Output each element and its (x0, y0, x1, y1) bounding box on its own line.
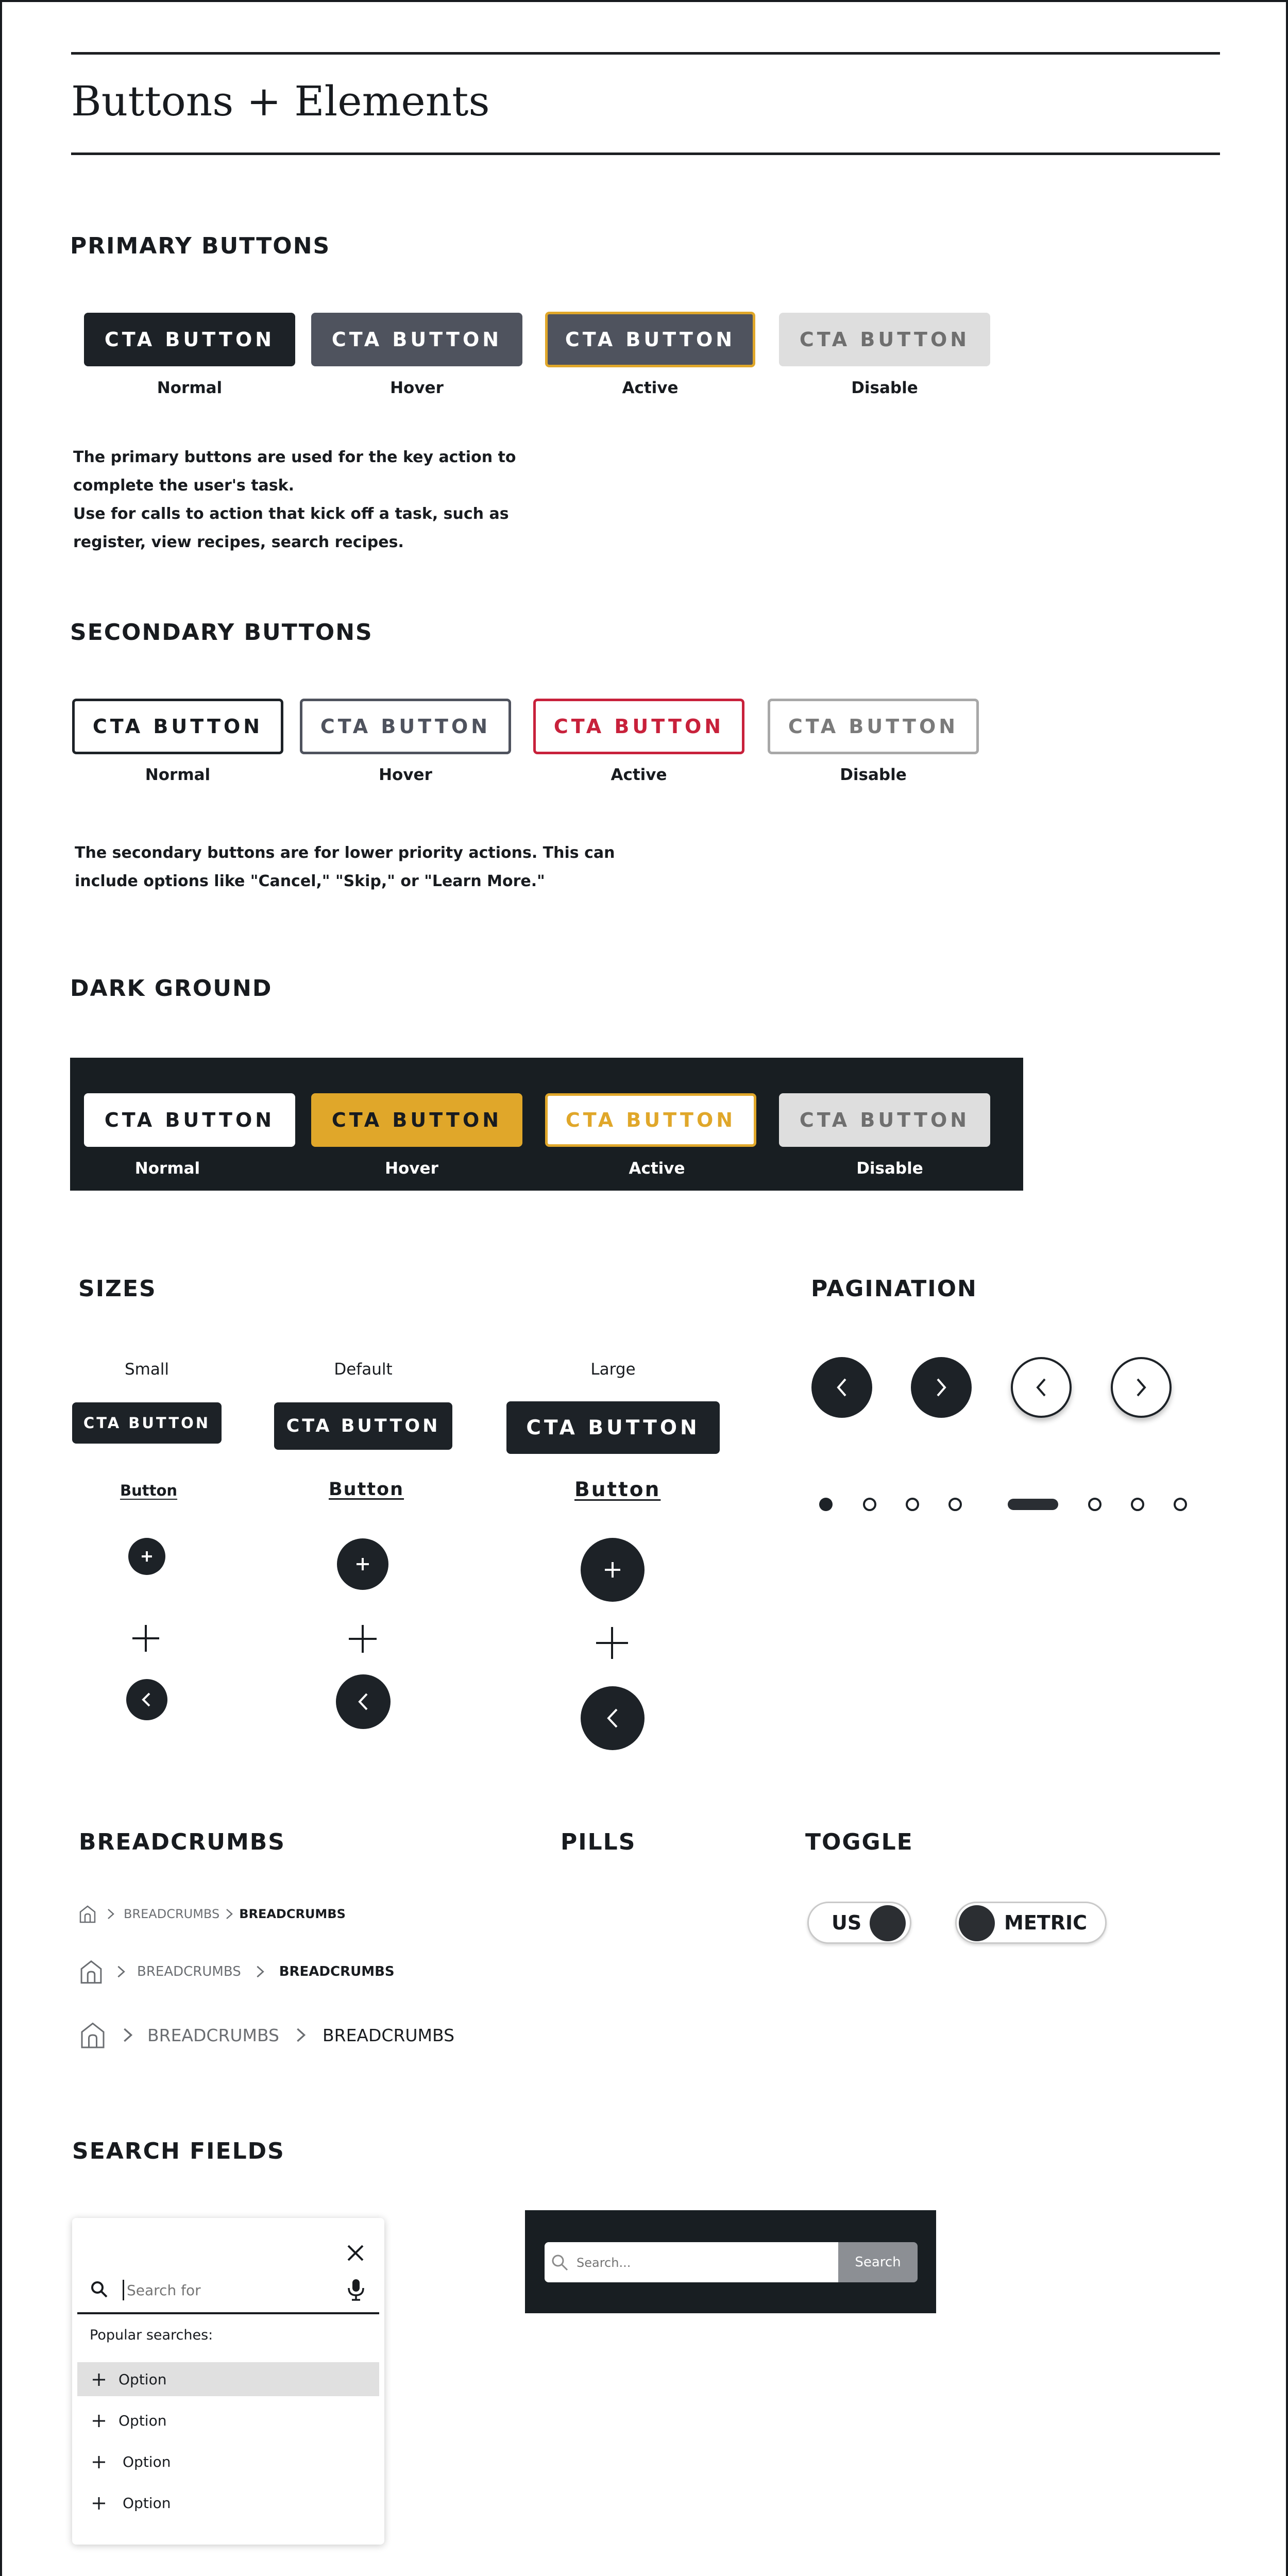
dark-button-hover[interactable]: CTA BUTTON (311, 1093, 522, 1147)
small-add-icon-button[interactable] (128, 1538, 165, 1575)
chevron-right-icon (222, 1906, 237, 1922)
breadcrumb-current: BREADCRUMBS (323, 2025, 455, 2045)
secondary-button-disable: CTA BUTTON (768, 699, 979, 754)
small-plus-icon[interactable] (131, 1624, 160, 1653)
search-heading: SEARCH FIELDS (72, 2138, 285, 2164)
sizes-heading: SIZES (78, 1276, 157, 1302)
breadcrumb-link[interactable]: BREADCRUMBS (137, 1964, 241, 1979)
small-text-link[interactable]: Button (120, 1482, 178, 1499)
large-plus-icon[interactable] (595, 1626, 629, 1660)
home-icon[interactable] (77, 1958, 105, 1986)
plus-icon (92, 2372, 106, 2387)
plus-icon (92, 2414, 106, 2428)
search-bar-input[interactable] (575, 2252, 830, 2273)
toggle-heading: TOGGLE (805, 1829, 913, 1855)
primary-caption-normal: Normal (157, 379, 223, 397)
default-text-link[interactable]: Button (329, 1479, 404, 1500)
breadcrumb-link[interactable]: BREADCRUMBS (124, 1907, 220, 1921)
toggle-metric-label: METRIC (1004, 1911, 1087, 1934)
primary-caption-active: Active (622, 379, 679, 397)
breadcrumb-default (77, 1958, 395, 1986)
search-option-label: Option (123, 2453, 171, 2470)
primary-caption-hover: Hover (390, 379, 444, 397)
default-cta-button[interactable]: CTA BUTTON (274, 1402, 452, 1450)
dark-caption-disable: Disable (856, 1159, 923, 1178)
chevron-right-icon (112, 1963, 130, 1980)
pagination-next-outline-button[interactable] (1111, 1357, 1172, 1418)
search-bar-button[interactable]: Search (838, 2242, 918, 2282)
breadcrumb-current: BREADCRUMBS (279, 1964, 395, 1979)
toggle-us-label: US (832, 1911, 862, 1934)
plus-icon (140, 1549, 154, 1564)
small-back-icon-button[interactable] (126, 1679, 167, 1720)
search-dropdown-panel (72, 2218, 384, 2545)
chevron-right-icon (291, 2025, 311, 2045)
breadcrumb-link[interactable]: BREADCRUMBS (147, 2025, 280, 2045)
size-label-small: Small (124, 1360, 170, 1379)
dark-button-normal[interactable]: CTA BUTTON (84, 1093, 295, 1147)
default-add-icon-button[interactable] (337, 1538, 388, 1590)
primary-heading: PRIMARY BUTTONS (70, 233, 331, 259)
title-rule-bottom (71, 152, 1220, 155)
pagination-dot[interactable] (1131, 1498, 1144, 1511)
text-cursor (123, 2280, 124, 2300)
search-bar-panel (525, 2210, 936, 2313)
search-input[interactable] (126, 2279, 329, 2301)
primary-button-normal[interactable]: CTA BUTTON (84, 313, 295, 366)
plus-icon (92, 2455, 106, 2469)
breadcrumb-small (77, 1904, 346, 1924)
toggle-knob (870, 1905, 906, 1941)
popular-searches-label: Popular searches: (90, 2327, 213, 2343)
large-text-link[interactable]: Button (574, 1478, 661, 1501)
secondary-button-hover[interactable]: CTA BUTTON (300, 699, 511, 754)
pagination-heading: PAGINATION (811, 1276, 977, 1302)
pagination-dot[interactable] (863, 1498, 876, 1511)
default-plus-icon[interactable] (348, 1624, 378, 1654)
large-cta-button[interactable]: CTA BUTTON (506, 1401, 720, 1454)
search-bar-field[interactable] (545, 2242, 838, 2282)
primary-description-line: register, view recipes, search recipes. (73, 533, 404, 551)
secondary-caption-active: Active (611, 766, 667, 784)
secondary-button-normal[interactable]: CTA BUTTON (72, 699, 283, 754)
search-option-label: Option (118, 2371, 167, 2388)
large-back-icon-button[interactable] (581, 1686, 645, 1750)
pagination-dot-pill-active[interactable] (1008, 1499, 1058, 1510)
page-title: Buttons + Elements (71, 77, 490, 125)
pagination-dot[interactable] (1174, 1498, 1187, 1511)
search-icon (551, 2253, 569, 2272)
chevron-right-icon (1133, 1378, 1149, 1397)
pagination-prev-outline-button[interactable] (1011, 1357, 1072, 1418)
chevron-left-icon (140, 1692, 154, 1707)
secondary-heading: SECONDARY BUTTONS (70, 619, 373, 646)
plus-icon (603, 1560, 622, 1580)
primary-button-hover[interactable]: CTA BUTTON (311, 313, 522, 366)
chevron-left-icon (834, 1378, 850, 1397)
pagination-next-button[interactable] (911, 1357, 972, 1418)
chevron-left-icon (604, 1708, 621, 1728)
plus-icon (92, 2496, 106, 2511)
dark-button-active[interactable]: CTA BUTTON (545, 1093, 756, 1147)
pagination-dot[interactable] (948, 1498, 962, 1511)
chevron-right-icon (251, 1963, 269, 1980)
size-label-default: Default (334, 1360, 393, 1379)
search-option[interactable] (77, 2445, 379, 2479)
breadcrumb-current: BREADCRUMBS (239, 1907, 346, 1921)
breadcrumbs-heading: BREADCRUMBS (79, 1829, 285, 1855)
dark-ground-heading: DARK GROUND (70, 975, 273, 1002)
size-label-large: Large (590, 1360, 636, 1379)
primary-description-line: complete the user's task. (73, 477, 295, 495)
dark-caption-active: Active (629, 1159, 685, 1178)
chevron-left-icon (1033, 1378, 1049, 1397)
plus-icon (354, 1556, 371, 1572)
dark-caption-normal: Normal (134, 1159, 200, 1178)
primary-description (73, 443, 516, 556)
chevron-right-icon (933, 1378, 950, 1397)
microphone-icon[interactable] (346, 2278, 366, 2301)
toggle-us[interactable] (807, 1902, 911, 1944)
chevron-left-icon (355, 1692, 371, 1711)
primary-button-active[interactable]: CTA BUTTON (545, 312, 755, 367)
close-icon[interactable] (345, 2243, 366, 2263)
search-option-label: Option (118, 2412, 167, 2429)
search-option-highlighted[interactable] (77, 2362, 379, 2396)
default-back-icon-button[interactable] (336, 1674, 391, 1729)
chevron-right-icon (103, 1906, 118, 1922)
search-option-label: Option (123, 2495, 171, 2512)
pagination-prev-button[interactable] (811, 1357, 872, 1418)
chevron-right-icon (117, 2025, 138, 2045)
secondary-button-active[interactable]: CTA BUTTON (533, 699, 744, 754)
secondary-caption-hover: Hover (379, 766, 432, 784)
breadcrumb-large (77, 2020, 454, 2050)
primary-description-line: Use for calls to action that kick off a task, such as (73, 505, 509, 523)
secondary-description (75, 839, 615, 895)
toggle-knob (959, 1905, 995, 1941)
secondary-description-line: include options like "Cancel," "Skip," or "Learn More." (75, 872, 545, 890)
search-icon (90, 2280, 109, 2299)
pills-heading: PILLS (561, 1829, 636, 1855)
toggle-metric[interactable] (955, 1902, 1107, 1944)
title-rule-top (71, 52, 1220, 55)
home-icon[interactable] (77, 1904, 98, 1924)
home-icon[interactable] (77, 2020, 108, 2050)
search-input-underline (77, 2312, 379, 2314)
secondary-caption-disable: Disable (840, 766, 907, 784)
search-option[interactable] (77, 2403, 379, 2437)
dark-button-disable: CTA BUTTON (779, 1093, 990, 1147)
dark-caption-hover: Hover (385, 1159, 438, 1178)
pagination-dot[interactable] (906, 1498, 919, 1511)
small-cta-button[interactable]: CTA BUTTON (72, 1402, 222, 1444)
primary-description-line: The primary buttons are used for the key action to (73, 448, 516, 466)
pagination-dot[interactable] (1088, 1498, 1101, 1511)
search-option[interactable] (77, 2486, 379, 2520)
primary-button-disable: CTA BUTTON (779, 313, 990, 366)
primary-caption-disable: Disable (851, 379, 918, 397)
large-add-icon-button[interactable] (581, 1538, 645, 1602)
secondary-description-line: The secondary buttons are for lower priority actions. This can (75, 844, 615, 862)
secondary-caption-normal: Normal (145, 766, 211, 784)
pagination-dot-active[interactable] (819, 1498, 833, 1511)
